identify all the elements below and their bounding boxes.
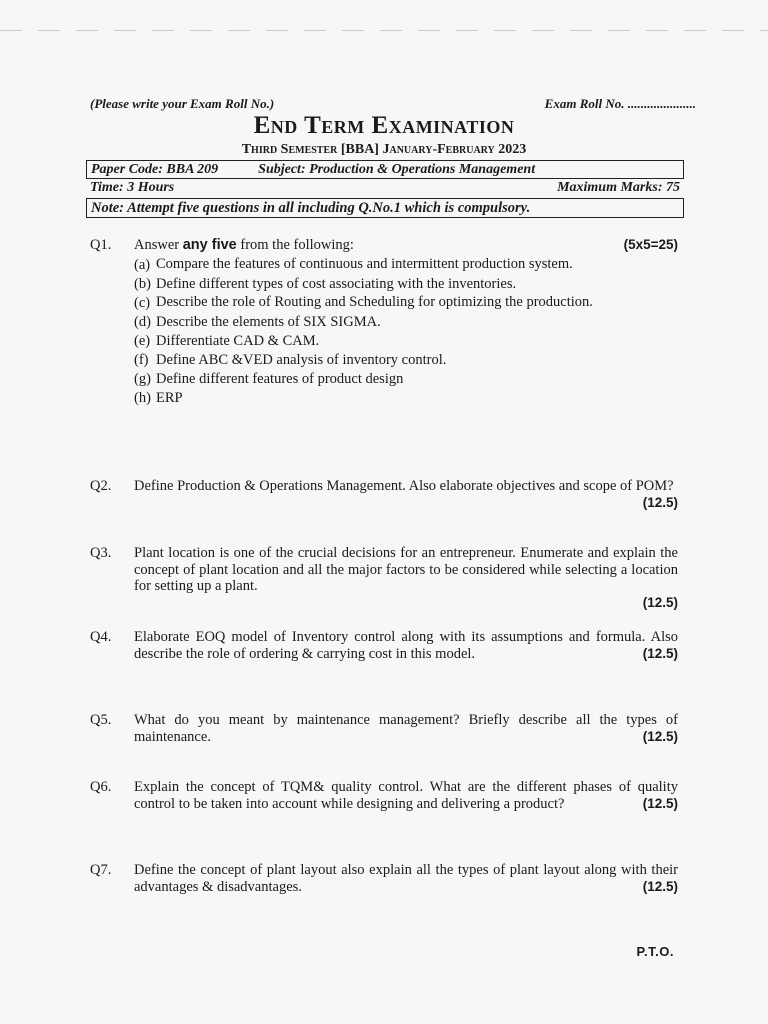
exam-title: End Term Examination — [253, 112, 515, 139]
question-number: Q6. — [90, 779, 112, 795]
question-7 — [90, 862, 678, 895]
time-marks-row — [86, 179, 684, 196]
sub-question — [134, 275, 678, 294]
question-text — [134, 629, 678, 662]
sub-label: (b) — [134, 275, 151, 292]
lead-text-end: from the following: — [236, 237, 354, 253]
roll-instruction: (Please write your Exam Roll No.) — [90, 96, 275, 111]
paper-code-row — [86, 160, 684, 179]
sub-text: Differentiate CAD & CAM. — [156, 332, 320, 349]
roll-number-field: Exam Roll No. ..................... — [544, 96, 696, 111]
question-number: Q4. — [90, 629, 112, 645]
instruction-note: Note: Attempt five questions in all including Q.No.1 which is compulsory. — [86, 198, 684, 218]
question-text — [134, 862, 678, 895]
time-allowed: Time: 3 Hours — [90, 180, 175, 195]
question-text — [134, 712, 678, 745]
lead-text: Answer — [134, 237, 183, 253]
question-body: Elaborate EOQ model of Inventory control along with its assumptions and formula. Also describe the role of ordering & carrying cost in this model. — [134, 629, 678, 662]
question-number: Q7. — [90, 862, 112, 878]
scan-artifact-line — [0, 30, 768, 31]
sub-text: Define different types of cost associating with the inventories. — [156, 275, 517, 292]
question-marks: (12.5) — [642, 645, 678, 661]
question-body: Explain the concept of TQM& quality control. What are the different phases of quality control to be taken into account while designing and delivering a product? — [134, 779, 678, 812]
please-turn-over: P.T.O. — [636, 944, 674, 959]
sub-question — [134, 313, 678, 332]
question-text: Plant location is one of the crucial decisions for an entrepreneur. Enumerate and explain the concept of plant location and all the major factors to be considered while selecting a location for setting up a plant. — [134, 545, 678, 594]
maximum-marks: Maximum Marks: 75 — [557, 180, 680, 195]
question-body: Define the concept of plant layout also explain all the types of plant layout along with their advantages & disadvantages. — [134, 862, 678, 895]
question-body: What do you meant by maintenance management? Briefly describe all the types of maintenance. — [134, 712, 678, 745]
question-marks: (5x5=25) — [623, 237, 678, 252]
sub-label: (f) — [134, 351, 149, 368]
sub-text: Define ABC &VED analysis of inventory control. — [156, 351, 447, 368]
question-number: Q1. — [90, 237, 112, 253]
question-marks: (12.5) — [642, 594, 678, 610]
question-2 — [90, 478, 678, 511]
question-marks: (12.5) — [642, 795, 678, 811]
question-number: Q5. — [90, 712, 112, 728]
question-4 — [90, 629, 678, 662]
sub-text: Define different features of product design — [156, 370, 404, 387]
question-marks: (12.5) — [642, 728, 678, 744]
question-5 — [90, 712, 678, 745]
sub-label: (g) — [134, 370, 151, 387]
sub-text: Describe the role of Routing and Scheduling for optimizing the production. — [156, 293, 593, 310]
question-number: Q3. — [90, 545, 112, 561]
sub-question-list — [134, 256, 678, 408]
sub-label: (h) — [134, 389, 151, 406]
lead-bold: any five — [182, 237, 237, 253]
question-marks: (12.5) — [642, 494, 678, 510]
sub-label: (a) — [134, 256, 151, 273]
question-text — [134, 779, 678, 812]
subject: Subject: Production & Operations Management — [258, 162, 536, 177]
sub-text: ERP — [156, 389, 183, 406]
question-number: Q2. — [90, 478, 112, 494]
sub-question — [134, 351, 678, 370]
sub-label: (d) — [134, 313, 151, 330]
question-marks: (12.5) — [642, 878, 678, 894]
sub-question — [134, 294, 678, 313]
question-body: Define Production & Operations Management. Also elaborate objectives and scope of POM? — [134, 478, 674, 494]
sub-question — [134, 389, 678, 408]
sub-label: (c) — [134, 294, 151, 311]
roll-number-row — [90, 96, 696, 112]
question-text — [134, 478, 678, 510]
sub-question — [134, 332, 678, 351]
sub-question — [134, 256, 678, 275]
sub-label: (e) — [134, 332, 151, 349]
sub-question — [134, 370, 678, 389]
question-3 — [90, 545, 678, 611]
sub-text: Describe the elements of SIX SIGMA. — [156, 313, 381, 330]
question-lead — [134, 237, 678, 254]
paper-code: Paper Code: BBA 209 — [91, 162, 219, 177]
semester-line: Third Semester [BBA] January-February 2023 — [241, 142, 527, 157]
sub-text: Compare the features of continuous and intermittent production system. — [156, 255, 573, 272]
question-1 — [90, 237, 678, 408]
question-6 — [90, 779, 678, 812]
paper-info-box — [86, 160, 684, 218]
